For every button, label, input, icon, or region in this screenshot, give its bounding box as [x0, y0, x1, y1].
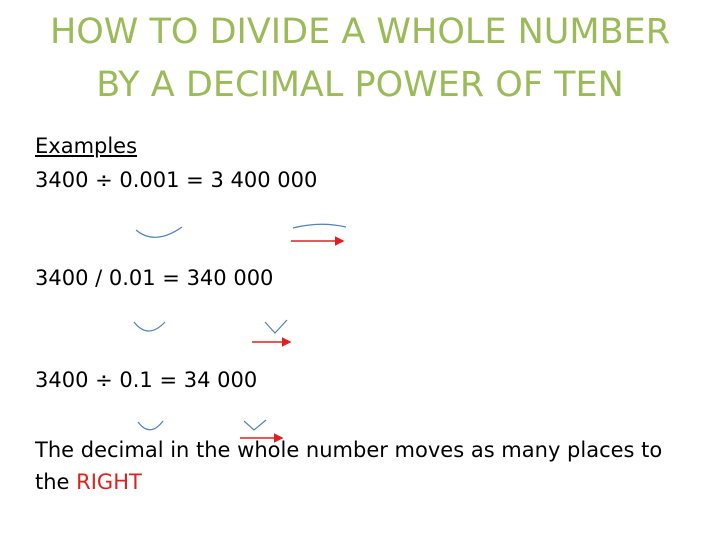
title-line-1: HOW TO DIVIDE A WHOLE NUMBER: [49, 12, 671, 52]
jump-arc: [136, 227, 182, 237]
examples-heading: Examples: [35, 134, 138, 158]
jump-arc: [293, 224, 346, 228]
example-2: 3400 / 0.01 = 340 000: [35, 266, 274, 290]
rule-text-line-1: The decimal in the whole number moves as many places to: [35, 438, 663, 462]
example-3: 3400 ÷ 0.1 = 34 000: [35, 368, 258, 392]
jump-arc: [265, 320, 287, 333]
rule-emphasis-right: RIGHT: [76, 470, 142, 494]
example-1: 3400 ÷ 0.001 = 3 400 000: [35, 168, 318, 192]
jump-arc: [244, 420, 266, 430]
title-line-2: BY A DECIMAL POWER OF TEN: [96, 65, 624, 105]
jump-arc: [138, 421, 163, 430]
rule-text-prefix: the: [35, 470, 77, 494]
jump-arc: [134, 322, 165, 331]
